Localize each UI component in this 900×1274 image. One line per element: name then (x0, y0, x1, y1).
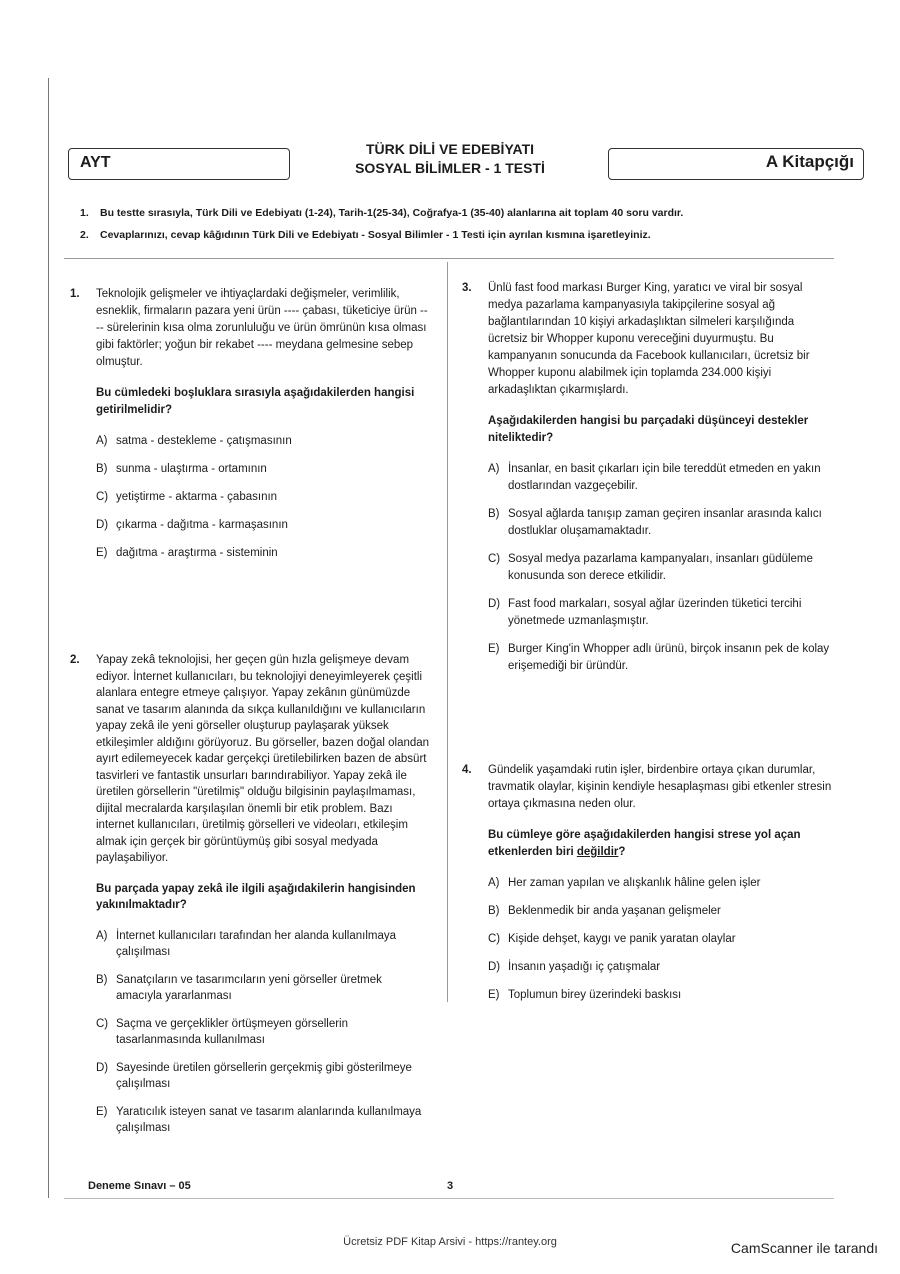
test-header (68, 140, 868, 186)
question-number: 3. (462, 282, 472, 294)
option-b[interactable]: B) Sosyal ağlarda tanışıp zaman geçiren insanlar arasında kalıcı dostluklar oluşamamaktadır. (488, 508, 822, 537)
booklet-label: A Kitapçığı (765, 152, 854, 171)
question-stem: Aşağıdakilerden hangisi bu parçadaki düşünceyi destekler niteliktedir? (488, 415, 809, 444)
instruction-2: 2. Cevaplarınızı, cevap kâğıdının Türk Dili ve Edebiyatı - Sosyal Bilimler - 1 Testi için ayrılan kısmına işaretleyiniz. (80, 229, 651, 241)
option-c[interactable]: C) yetiştirme - aktarma - çabasının (96, 491, 278, 503)
option-list (488, 875, 832, 1004)
option-a[interactable]: A) İnternet kullanıcıları tarafından her alanda kullanılmaya çalışılması (96, 929, 396, 958)
question-4 (462, 762, 832, 1015)
option-d[interactable]: D) Fast food markaları, sosyal ağlar üzerinden tüketici tercihi yönetmede uzmanlaşmıştır. (488, 598, 802, 627)
option-a[interactable]: A) satma - destekleme - çatışmasının (96, 435, 292, 447)
question-number: 1. (70, 288, 80, 300)
title-line-1: TÜRK DİLİ VE EDEBİYATI (365, 141, 535, 157)
title-line-2: SOSYAL BİLİMLER - 1 TESTİ (355, 160, 545, 176)
option-list (488, 461, 832, 675)
footer-divider (64, 1198, 834, 1199)
option-c[interactable]: C) Kişide dehşet, kaygı ve panik yaratan olaylar (488, 933, 736, 945)
question-text: Teknolojik gelişmeler ve ihtiyaçlardaki değişmeler, verimlilik, esneklik, firmaların pazara yeni ürün ---- çabası, tüketiciye ürün ---- sürelerinin kısa olma zorunluluğu ve ürün ömrünün kısa olması gibi faktörler; yoğun bir rekabet ---- meydana gelmesine sebep olmuştur. (96, 288, 428, 368)
question-number: 4. (462, 764, 472, 776)
source-credit: Ücretsiz PDF Kitap Arsivi - https://rantey.org (343, 1236, 557, 1248)
option-c[interactable]: C) Sosyal medya pazarlama kampanyaları, insanları güdüleme konusunda son derece etkilidir. (488, 553, 813, 582)
question-text: Yapay zekâ teknolojisi, her geçen gün hızla gelişmeye devam ediyor. İnternet kullanıcıları, bu teknolojiyi deneyimleyerek çeşitli alanlara entegre etmeye çalışıyor. Yapay zekânın günümüzde sanat ve tasarım alanında da sıkça kullanıldığını ve kullanıcıların yapay zekâ ile yeni görseller oluşturup paylaşarak yüksek etkileşimler aldığını görüyoruz. Bu görseller, bazen doğal olandan ayırt edilemeyecek kadar gerçekçi üretilebilirken bazen de absürt tasvirleri ve fantastik unsurları barındırabiliyor. Yapay zekâ ile üretilen görsellerin "üretilmiş" olduğu bilgisinin paylaşılmaması, dijital mecralarda karşılaşılan önemli bir etik problem. Bazı internet kullanıcıları, üretilmiş görselleri ve videoları, etkileşim almak için gerçek bir görüntüymüş gibi sosyal medyada paylaşabiliyor. (96, 654, 430, 864)
option-d[interactable]: D) çıkarma - dağıtma - karmaşasının (96, 519, 288, 531)
option-a[interactable]: A) Her zaman yapılan ve alışkanlık hâline gelen işler (488, 877, 761, 889)
instruction-1: 1. Bu testte sırasıyla, Türk Dili ve Edebiyatı (1-24), Tarih-1(25-34), Coğrafya-1 (35-40) alanlarına ait toplam 40 soru vardır. (80, 207, 684, 219)
question-text: Ünlü fast food markası Burger King, yaratıcı ve viral bir sosyal medya pazarlama kampanyasıyla takipçilerine sosyal ağ bağlantılarından 10 kişiyi arkadaşlıktan silmeleri karşılığında ücretsiz bir Whopper kuponu vereceğini duyurmuştu. Bu kampanyanın sonucunda da Facebook kullanıcıları, ücretsiz bir Whopper kuponu alabilmek için toplamda 234.000 kişiyi arkadaşlıktan çıkarmışlardı. (488, 282, 810, 396)
negation-emphasis: değildir (576, 846, 619, 858)
header-divider (64, 258, 834, 259)
scanner-watermark: CamScanner ile tarandı (730, 1240, 878, 1256)
question-text: Gündelik yaşamdaki rutin işler, birdenbire ortaya çıkan durumlar, travmatik olaylar, kişinin kendiyle hesaplaşması gibi etkenler stresin ortaya çıkmasına neden olur. (488, 764, 832, 810)
option-a[interactable]: A) İnsanlar, en basit çıkarları için bile tereddüt etmeden en yakın dostlarından vazgeçebilir. (488, 463, 821, 492)
option-list (96, 928, 430, 1137)
question-stem: Bu parçada yapay zekâ ile ilgili aşağıdakilerin hangisinden yakınılmaktadır? (96, 882, 416, 911)
column-divider (447, 262, 448, 1002)
option-e[interactable]: E) Yaratıcılık isteyen sanat ve tasarım alanlarında kullanılmaya çalışılması (96, 1105, 422, 1134)
option-e[interactable]: E) Burger King'in Whopper adlı ürünü, birçok insanın pek de kolay erişemediği bir üründür. (488, 643, 830, 672)
exam-code: AYT (80, 154, 111, 171)
option-b[interactable]: B) Sanatçıların ve tasarımcıların yeni görseller üretmek amacıyla yararlanması (96, 973, 382, 1002)
question-stem: Bu cümledeki boşluklara sırasıyla aşağıdakilerden hangisi getirilmelidir? (96, 387, 415, 416)
question-1 (70, 286, 430, 573)
option-list (96, 433, 430, 562)
question-2 (70, 652, 430, 1148)
question-stem: Bu cümleye göre aşağıdakilerden hangisi strese yol açan etkenlerden biri değildir? (488, 829, 801, 858)
exam-name: Deneme Sınavı – 05 (88, 1180, 191, 1192)
option-d[interactable]: D) Sayesinde üretilen görsellerin gerçekmiş gibi gösterilmeye çalışılması (96, 1061, 412, 1090)
question-number: 2. (70, 654, 80, 666)
option-e[interactable]: E) Toplumun birey üzerindeki baskısı (488, 989, 682, 1001)
option-b[interactable]: B) Beklenmedik bir anda yaşanan gelişmeler (488, 905, 721, 917)
option-d[interactable]: D) İnsanın yaşadığı iç çatışmalar (488, 961, 661, 973)
option-c[interactable]: C) Saçma ve gerçeklikler örtüşmeyen görsellerin tasarlanmasında kullanılması (96, 1017, 349, 1046)
page-number: 3 (447, 1180, 454, 1192)
option-e[interactable]: E) dağıtma - araştırma - sisteminin (96, 547, 278, 559)
option-b[interactable]: B) sunma - ulaştırma - ortamının (96, 463, 267, 475)
question-3 (462, 280, 832, 686)
test-title (300, 140, 600, 178)
left-margin-rule (48, 78, 49, 1198)
